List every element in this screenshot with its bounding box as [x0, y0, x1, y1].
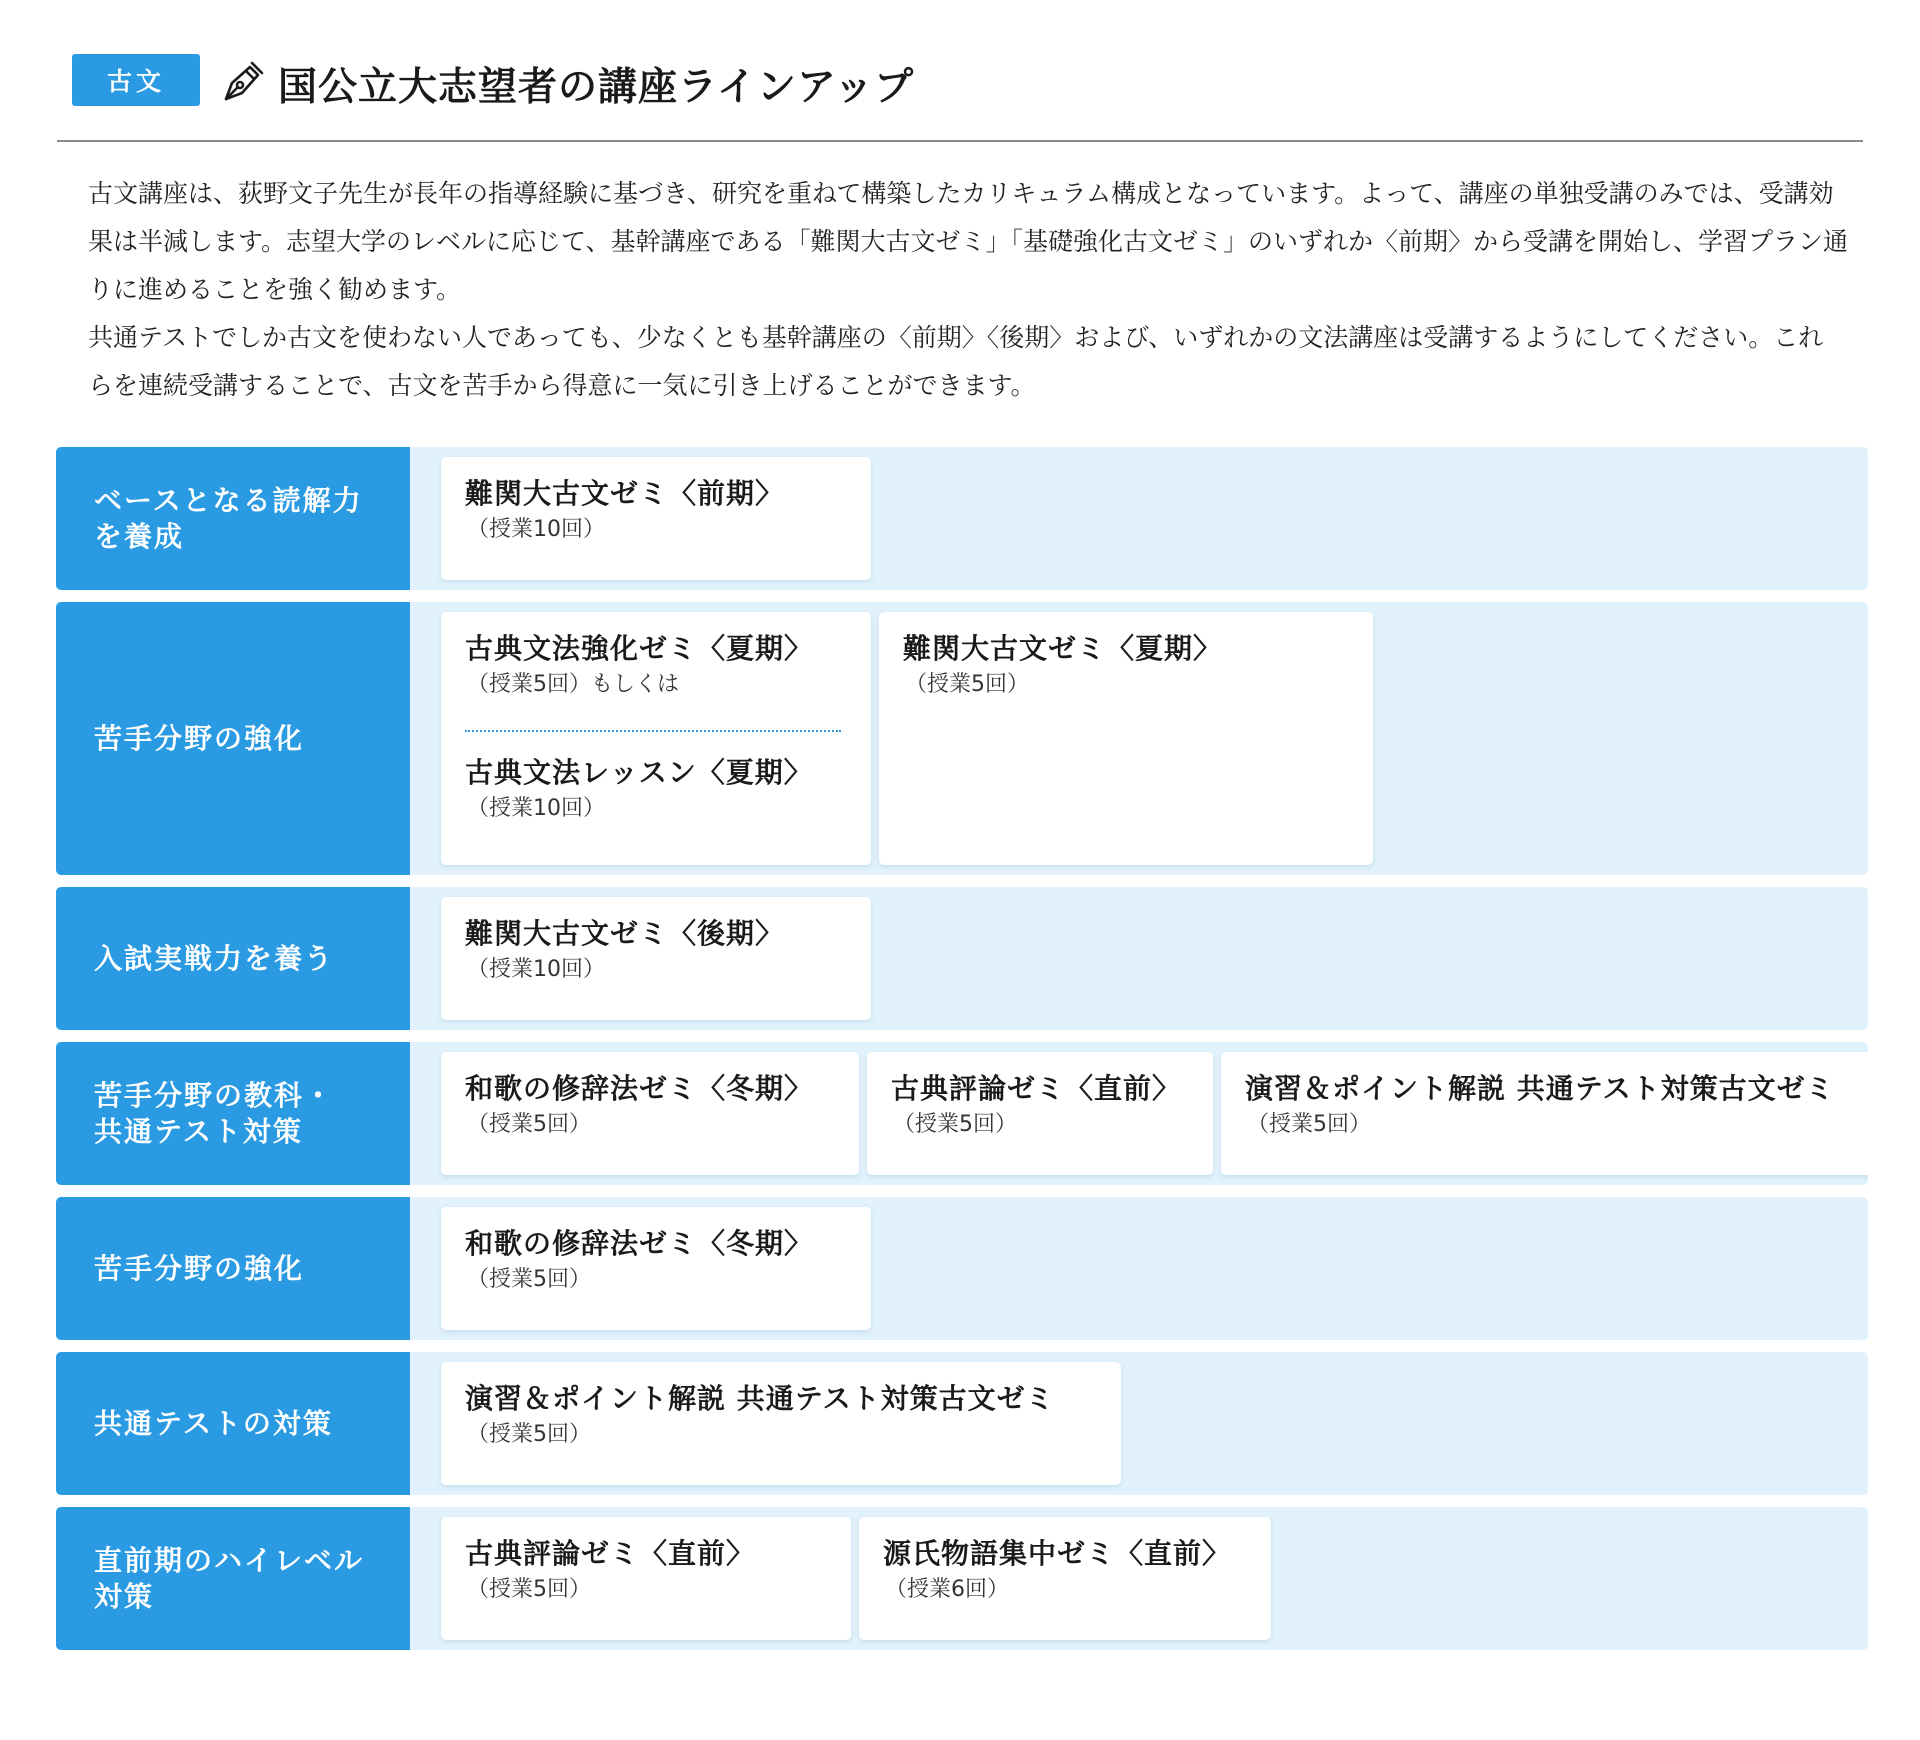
course-lesson-count: （授業10回） [467, 517, 605, 542]
row-label: 共通テストの対策 [56, 1352, 410, 1495]
row-label: 入試実戦力を養う [56, 887, 410, 1030]
course-cards [410, 1042, 1868, 1185]
course-card[interactable] [867, 1052, 1213, 1175]
course-divider [465, 730, 841, 732]
course-lesson-count: （授業10回） [467, 796, 605, 821]
course-lesson-count: （授業5回） [1247, 1112, 1371, 1137]
course-entry [1245, 1070, 1863, 1142]
course-name: 古典評論ゼミ〈直前〉 [465, 1537, 756, 1570]
lineup-row [56, 1507, 1868, 1650]
course-entry [465, 1225, 847, 1297]
course-lesson-count: （授業5回） [467, 1112, 591, 1137]
lineup-row [56, 1042, 1868, 1185]
course-cards [410, 1197, 881, 1340]
course-cards [410, 447, 881, 590]
course-entry [891, 1070, 1189, 1142]
course-lineup [56, 447, 1868, 1662]
course-entry [465, 1535, 827, 1607]
course-name: 古典文法レッスン〈夏期〉 [465, 756, 813, 789]
course-entry [465, 475, 847, 547]
subject-badge: 古文 [72, 54, 200, 106]
row-label: 苦手分野の強化 [56, 1197, 410, 1340]
lineup-row [56, 887, 1868, 1030]
pen-nib-icon [220, 59, 266, 105]
course-name: 源氏物語集中ゼミ〈直前〉 [883, 1537, 1232, 1570]
course-card[interactable] [879, 612, 1373, 865]
row-label [56, 447, 410, 590]
course-card[interactable] [441, 1207, 871, 1330]
course-card[interactable] [859, 1517, 1271, 1640]
course-entry [465, 1380, 1097, 1452]
course-name: 難関大古文ゼミ〈後期〉 [465, 917, 785, 950]
course-card[interactable] [441, 1517, 851, 1640]
lineup-row [56, 602, 1868, 875]
section-header [57, 54, 1863, 142]
row-label-text: 苦手分野の教科・ 共通テスト対策 [94, 1078, 335, 1148]
lineup-row [56, 447, 1868, 590]
course-cards [410, 1507, 1281, 1650]
course-entry [883, 1535, 1247, 1607]
course-lesson-count: （授業5回）もしくは [467, 672, 679, 697]
intro-text [88, 170, 1848, 410]
course-cards [410, 602, 1383, 875]
row-label: 苦手分野の強化 [56, 602, 410, 875]
row-label [56, 1507, 410, 1650]
course-entry [465, 630, 847, 702]
course-lesson-count: （授業5回） [467, 1267, 591, 1292]
course-cards [410, 887, 881, 1030]
row-label-text: ベースとなる読解力 を養成 [94, 483, 363, 553]
course-card[interactable] [1221, 1052, 1868, 1175]
intro-paragraph-2: 共通テストでしか古文を使わない人であっても、少なくとも基幹講座の〈前期〉〈後期〉および、いずれかの文法講座は受講するようにしてください。これらを連続受講することで、古文を苦手から得意に一気に引き上げることができます。 [88, 323, 1824, 400]
row-label [56, 1042, 410, 1185]
course-lesson-count: （授業6回） [885, 1577, 1009, 1602]
course-lesson-count: （授業5回） [893, 1112, 1017, 1137]
course-entry [465, 754, 847, 826]
course-card[interactable] [441, 457, 871, 580]
course-lesson-count: （授業5回） [467, 1422, 591, 1447]
course-name: 演習＆ポイント解説 共通テスト対策古文ゼミ [1245, 1072, 1835, 1105]
course-name: 古典文法強化ゼミ〈夏期〉 [465, 632, 814, 665]
course-card[interactable] [441, 612, 871, 865]
course-card[interactable] [441, 1362, 1121, 1485]
course-card[interactable] [441, 897, 871, 1020]
course-entry [465, 1070, 835, 1142]
course-lesson-count: （授業5回） [905, 672, 1029, 697]
lineup-row [56, 1197, 1868, 1340]
row-label-text: 直前期のハイレベル 対策 [94, 1543, 365, 1613]
intro-paragraph-1: 古文講座は、荻野文子先生が長年の指導経験に基づき、研究を重ねて構築したカリキュラム構成となっています。よって、講座の単独受講のみでは、受講効果は半減します。志望大学のレベルに応じて、基幹講座である「難関大古文ゼミ」「基礎強化古文ゼミ」のいずれか〈前期〉から受講を開始し、学習プラン通りに進めることを強く勧めます。 [88, 179, 1849, 304]
course-entry [903, 630, 1349, 702]
course-lesson-count: （授業5回） [467, 1577, 591, 1602]
page-title: 国公立大志望者の講座ラインアップ [278, 65, 915, 110]
course-entry [465, 915, 847, 987]
course-card[interactable] [441, 1052, 859, 1175]
course-name: 難関大古文ゼミ〈夏期〉 [903, 632, 1223, 665]
course-name: 和歌の修辞法ゼミ〈冬期〉 [465, 1227, 814, 1260]
course-cards [410, 1352, 1131, 1495]
course-lesson-count: （授業10回） [467, 957, 605, 982]
lineup-row [56, 1352, 1868, 1495]
course-name: 難関大古文ゼミ〈前期〉 [465, 477, 785, 510]
course-name: 演習＆ポイント解説 共通テスト対策古文ゼミ [465, 1382, 1055, 1415]
course-name: 古典評論ゼミ〈直前〉 [891, 1072, 1182, 1105]
course-name: 和歌の修辞法ゼミ〈冬期〉 [465, 1072, 814, 1105]
